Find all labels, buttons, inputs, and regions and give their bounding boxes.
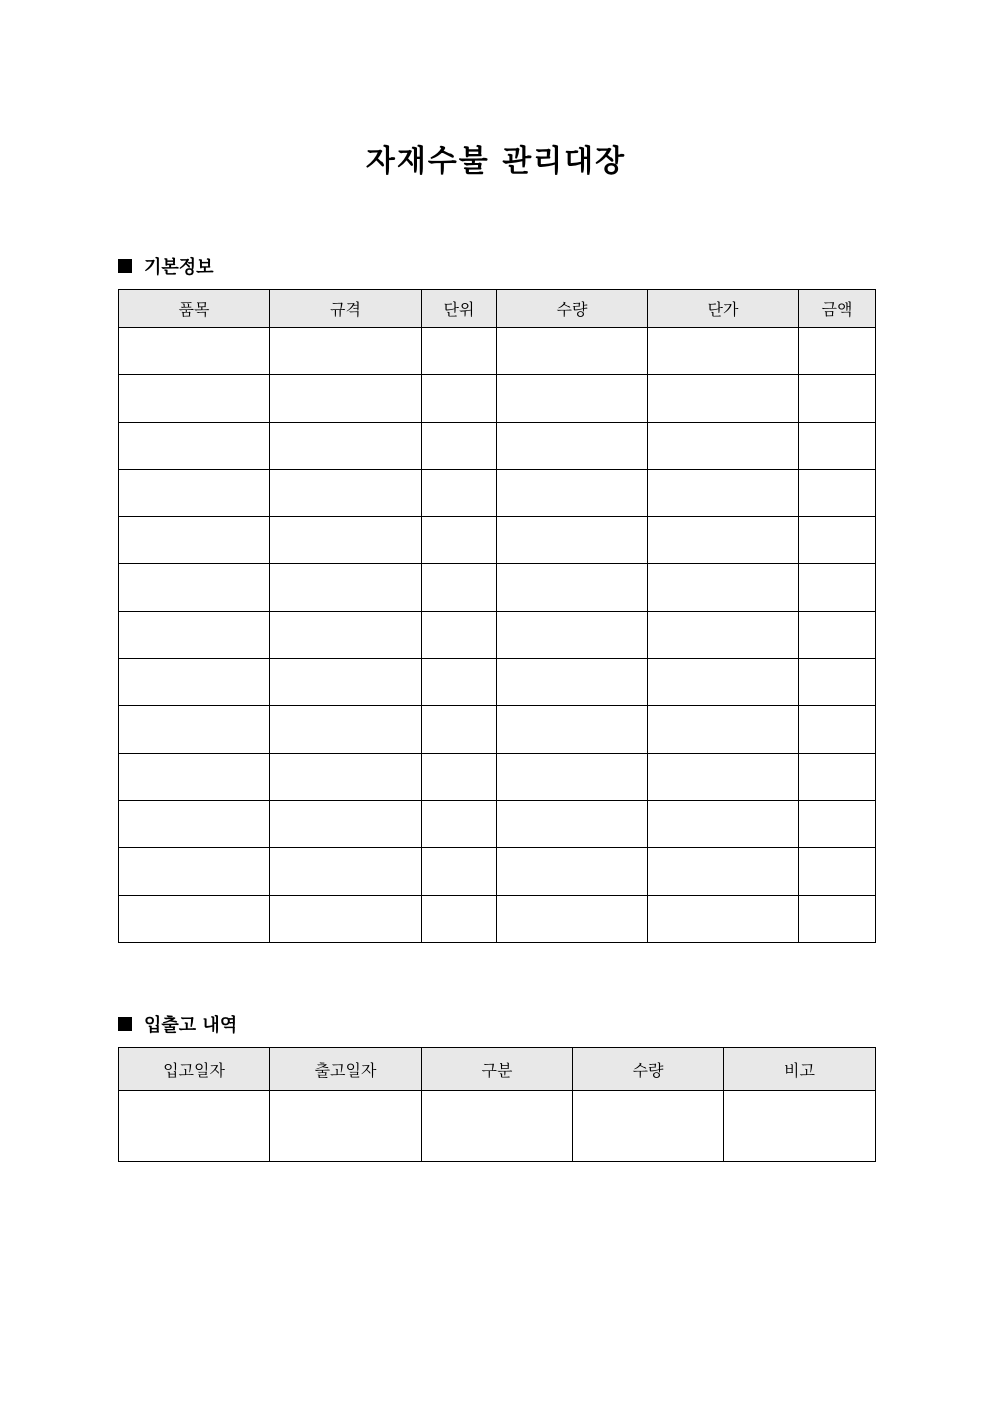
table-cell[interactable]: [497, 848, 648, 895]
table-cell[interactable]: [497, 706, 648, 753]
table-cell[interactable]: [497, 753, 648, 800]
table-row: [119, 469, 876, 516]
table-cell[interactable]: [270, 1091, 422, 1162]
table-row: [119, 422, 876, 469]
column-header-amount: 금액: [799, 290, 876, 328]
table-cell[interactable]: [270, 895, 422, 942]
table-cell[interactable]: [648, 800, 799, 847]
table-cell[interactable]: [422, 895, 497, 942]
table-cell[interactable]: [422, 706, 497, 753]
table-cell[interactable]: [497, 517, 648, 564]
table-cell[interactable]: [497, 611, 648, 658]
column-header-quantity: 수량: [573, 1048, 724, 1091]
table-cell[interactable]: [799, 375, 876, 422]
table-cell[interactable]: [648, 328, 799, 375]
table-row: [119, 1091, 876, 1162]
table-cell[interactable]: [648, 848, 799, 895]
section-heading-label: 기본정보: [144, 257, 214, 278]
table-cell[interactable]: [497, 469, 648, 516]
table-row: [119, 800, 876, 847]
table-cell[interactable]: [573, 1091, 724, 1162]
table-cell[interactable]: [799, 422, 876, 469]
table-cell[interactable]: [422, 375, 497, 422]
table-cell[interactable]: [119, 517, 270, 564]
table-cell[interactable]: [799, 706, 876, 753]
table-cell[interactable]: [119, 375, 270, 422]
table-cell[interactable]: [497, 422, 648, 469]
table-cell[interactable]: [648, 659, 799, 706]
table-cell[interactable]: [270, 659, 422, 706]
section-heading-inout-history: [118, 1011, 237, 1037]
table-cell[interactable]: [724, 1091, 876, 1162]
table-cell[interactable]: [799, 659, 876, 706]
table-cell[interactable]: [497, 564, 648, 611]
basic-info-table: [118, 289, 876, 943]
table-cell[interactable]: [422, 564, 497, 611]
table-cell[interactable]: [648, 564, 799, 611]
table-row: [119, 848, 876, 895]
table-cell[interactable]: [648, 706, 799, 753]
table-cell[interactable]: [119, 469, 270, 516]
table-cell[interactable]: [799, 753, 876, 800]
table-cell[interactable]: [270, 422, 422, 469]
table-cell[interactable]: [270, 564, 422, 611]
basic-info-table-body: [119, 328, 876, 943]
column-header-in-date: 입고일자: [119, 1048, 270, 1091]
table-cell[interactable]: [648, 753, 799, 800]
column-header-out-date: 출고일자: [270, 1048, 422, 1091]
table-cell[interactable]: [119, 848, 270, 895]
table-cell[interactable]: [270, 328, 422, 375]
table-cell[interactable]: [119, 753, 270, 800]
table-header-row: [119, 1048, 876, 1091]
table-cell[interactable]: [497, 895, 648, 942]
table-cell[interactable]: [422, 753, 497, 800]
table-cell[interactable]: [270, 517, 422, 564]
table-cell[interactable]: [648, 517, 799, 564]
table-cell[interactable]: [648, 611, 799, 658]
table-cell[interactable]: [648, 469, 799, 516]
table-cell[interactable]: [270, 753, 422, 800]
table-cell[interactable]: [497, 375, 648, 422]
table-cell[interactable]: [119, 895, 270, 942]
table-cell[interactable]: [497, 659, 648, 706]
table-row: [119, 517, 876, 564]
table-cell[interactable]: [119, 564, 270, 611]
table-cell[interactable]: [270, 848, 422, 895]
table-cell[interactable]: [119, 422, 270, 469]
table-row: [119, 659, 876, 706]
table-cell[interactable]: [270, 611, 422, 658]
table-cell[interactable]: [119, 706, 270, 753]
inout-history-table: [118, 1047, 876, 1162]
table-cell[interactable]: [799, 848, 876, 895]
column-header-unit: 단위: [422, 290, 497, 328]
square-bullet-icon: [118, 1017, 132, 1031]
table-row: [119, 611, 876, 658]
table-row: [119, 328, 876, 375]
column-header-unit-price: 단가: [648, 290, 799, 328]
inout-history-table-body: [119, 1091, 876, 1162]
column-header-remarks: 비고: [724, 1048, 876, 1091]
section-heading-label: 입출고 내역: [144, 1015, 238, 1036]
table-cell[interactable]: [799, 328, 876, 375]
table-cell[interactable]: [422, 1091, 573, 1162]
table-cell[interactable]: [799, 800, 876, 847]
table-cell[interactable]: [422, 848, 497, 895]
table-cell[interactable]: [270, 706, 422, 753]
table-cell[interactable]: [119, 800, 270, 847]
column-header-item: 품목: [119, 290, 270, 328]
table-cell[interactable]: [422, 611, 497, 658]
table-header-row: [119, 290, 876, 328]
table-cell[interactable]: [270, 375, 422, 422]
table-cell[interactable]: [799, 895, 876, 942]
table-row: [119, 564, 876, 611]
table-cell[interactable]: [422, 422, 497, 469]
table-cell[interactable]: [422, 659, 497, 706]
column-header-category: 구분: [422, 1048, 573, 1091]
table-cell[interactable]: [422, 328, 497, 375]
table-cell[interactable]: [648, 375, 799, 422]
table-cell[interactable]: [270, 469, 422, 516]
table-cell[interactable]: [497, 328, 648, 375]
table-cell[interactable]: [119, 611, 270, 658]
table-cell[interactable]: [799, 611, 876, 658]
table-cell[interactable]: [270, 800, 422, 847]
column-header-quantity: 수량: [497, 290, 648, 328]
table-cell[interactable]: [799, 469, 876, 516]
table-cell[interactable]: [119, 1091, 270, 1162]
table-row: [119, 706, 876, 753]
table-row: [119, 375, 876, 422]
page-title: 자재수불 관리대장: [365, 144, 627, 179]
table-cell[interactable]: [799, 517, 876, 564]
table-cell[interactable]: [648, 895, 799, 942]
section-heading-basic-info: [118, 253, 214, 279]
table-cell[interactable]: [119, 328, 270, 375]
table-cell[interactable]: [119, 659, 270, 706]
table-cell[interactable]: [497, 800, 648, 847]
table-cell[interactable]: [422, 517, 497, 564]
table-cell[interactable]: [799, 564, 876, 611]
table-row: [119, 895, 876, 942]
table-cell[interactable]: [648, 422, 799, 469]
table-row: [119, 753, 876, 800]
table-cell[interactable]: [422, 800, 497, 847]
table-cell[interactable]: [422, 469, 497, 516]
square-bullet-icon: [118, 259, 132, 273]
column-header-spec: 규격: [270, 290, 422, 328]
